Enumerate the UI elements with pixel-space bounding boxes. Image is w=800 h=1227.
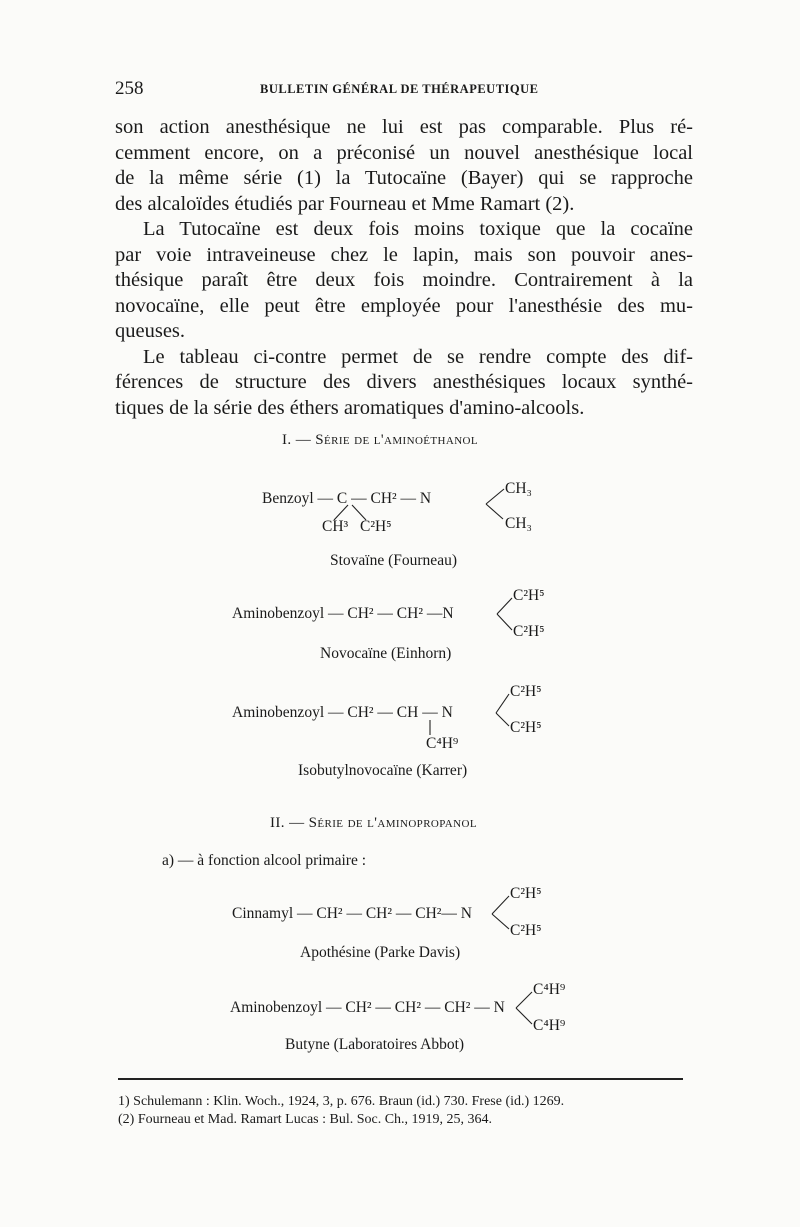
butyne-n-top: C⁴H⁹: [533, 981, 566, 998]
page-number: 258: [115, 78, 144, 99]
body-line: queuses.: [115, 320, 186, 342]
body-text: [115, 115, 693, 421]
apothesine-n-bottom: C²H⁵: [510, 922, 542, 939]
novocaine-name: Novocaïne (Einhorn): [320, 645, 452, 662]
butyne-formula: Aminobenzoyl — CH² — CH² — CH² — N: [230, 999, 505, 1016]
running-header: BULLETIN GÉNÉRAL DE THÉRAPEUTIQUE: [260, 82, 539, 96]
body-line: thésique paraît être deux fois moindre. Contrairement à la: [115, 269, 693, 291]
footnote-1: 1) Schulemann : Klin. Woch., 1924, 3, p. 676. Braun (id.) 730. Frese (id.) 1269.: [118, 1094, 565, 1109]
body-line: férences de structure des divers anesthésiques locaux synthé-: [115, 371, 693, 393]
body-line: de la même série (1) la Tutocaïne (Bayer) qui se rapproche: [115, 167, 693, 189]
novocaine-n-top: C²H⁵: [513, 587, 545, 604]
stovaine-formula: Benzoyl — C — CH² — N: [262, 490, 432, 507]
stovaine-n-bottom: CH₃: [505, 515, 532, 532]
butyne-name: Butyne (Laboratoires Abbot): [285, 1036, 465, 1053]
body-line: Le tableau ci-contre permet de se rendre compte des dif-: [143, 345, 693, 368]
body-line: tiques de la série des éthers aromatiques d'amino-alcools.: [115, 396, 585, 419]
novocaine-n-bottom: C²H⁵: [513, 623, 545, 640]
stovaine-n-top: CH₃: [505, 480, 532, 497]
isobutyl-below: C⁴H⁹: [426, 735, 459, 752]
novocaine-formula: Aminobenzoyl — CH² — CH² —N: [232, 605, 454, 622]
section-1-title: I. — Série de l'aminoéthanol: [282, 432, 479, 448]
footnote-rule: [118, 1078, 683, 1080]
apothesine-formula: Cinnamyl — CH² — CH² — CH²— N: [232, 905, 472, 922]
body-line: par voie intraveineuse chez le lapin, mais son pouvoir anes-: [115, 243, 693, 266]
section-2-subtitle: a) — à fonction alcool primaire :: [162, 852, 367, 869]
stovaine-sub-right: C²H⁵: [360, 518, 392, 535]
body-line: des alcaloïdes étudiés par Fourneau et Mme Ramart (2).: [115, 192, 575, 215]
section-2-title: II. — Série de l'aminopropanol: [270, 815, 477, 831]
footnote-2: (2) Fourneau et Mad. Ramart Lucas : Bul. Soc. Ch., 1919, 25, 364.: [118, 1112, 493, 1127]
stovaine-sub-left: CH³: [322, 518, 349, 535]
apothesine-name: Apothésine (Parke Davis): [300, 944, 461, 961]
body-line: cemment encore, on a préconisé un nouvel anesthésique local: [115, 141, 693, 164]
butyne-n-bottom: C⁴H⁹: [533, 1017, 566, 1034]
isobutyl-name: Isobutylnovocaïne (Karrer): [298, 762, 468, 779]
isobutyl-n-bottom: C²H⁵: [510, 719, 542, 736]
apothesine-n-top: C²H⁵: [510, 885, 542, 902]
isobutyl-n-top: C²H⁵: [510, 683, 542, 700]
stovaine-name: Stovaïne (Fourneau): [330, 552, 457, 569]
isobutyl-formula: Aminobenzoyl — CH² — CH — N: [232, 704, 453, 721]
body-line: La Tutocaïne est deux fois moins toxique que la cocaïne: [143, 218, 693, 240]
body-line: novocaïne, elle peut être employée pour l'anesthésie des mu-: [115, 294, 693, 317]
body-line: son action anesthésique ne lui est pas comparable. Plus ré-: [115, 116, 693, 138]
